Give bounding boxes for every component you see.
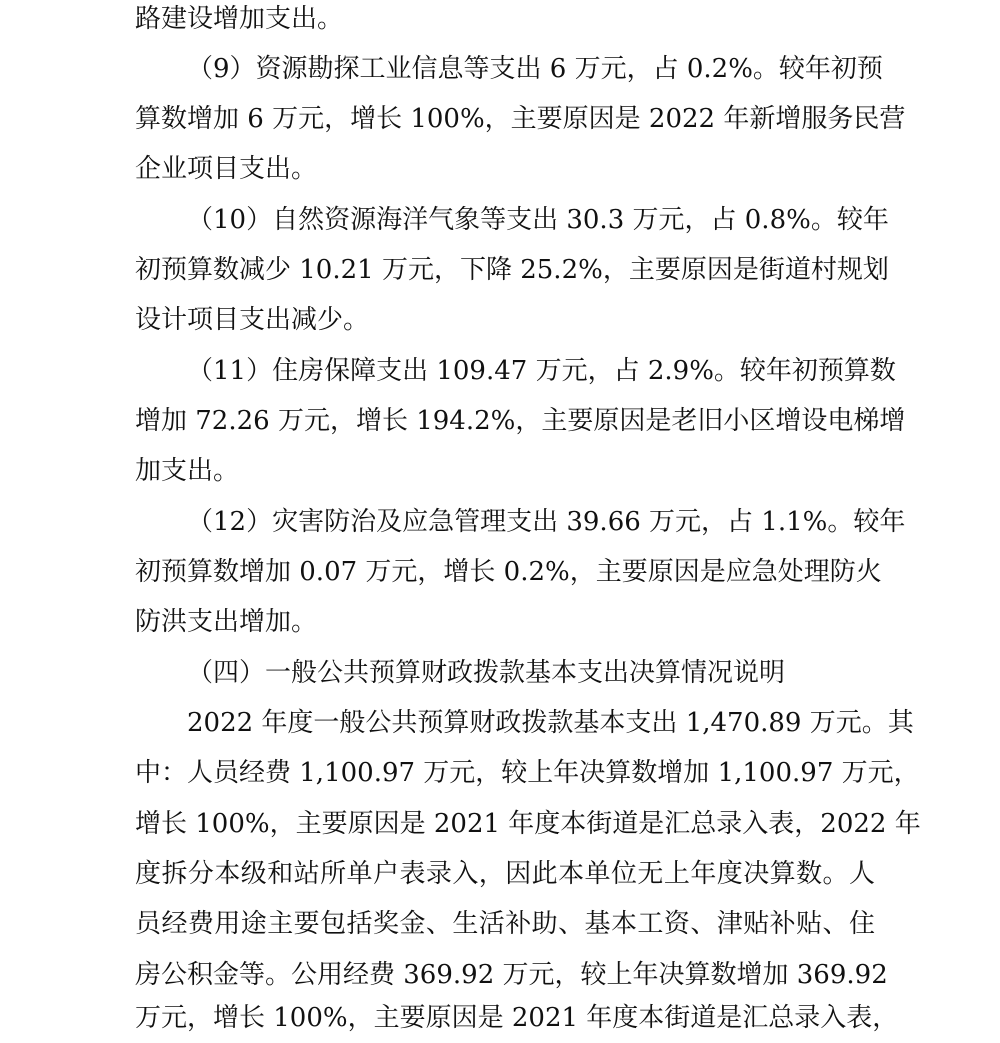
text-line: 初预算数减少 10.21 万元，下降 25.2%，主要原因是街道村规划 [135, 255, 889, 285]
text-line: （10）自然资源海洋气象等支出 30.3 万元，占 0.8%。较年 [187, 205, 889, 235]
text-line: 初预算数增加 0.07 万元，增长 0.2%，主要原因是应急处理防火 [135, 557, 882, 587]
text-line: （12）灾害防治及应急管理支出 39.66 万元，占 1.1%。较年 [187, 507, 906, 537]
text-line: 中：人员经费 1,100.97 万元，较上年决算数增加 1,100.97 万元， [135, 758, 920, 788]
text-line: （9）资源勘探工业信息等支出 6 万元，占 0.2%。较年初预 [187, 54, 883, 84]
text-line: 加支出。 [135, 456, 240, 486]
text-line: 企业项目支出。 [135, 154, 318, 184]
text-line: 防洪支出增加。 [135, 607, 318, 637]
text-line: 房公积金等。公用经费 369.92 万元，较上年决算数增加 369.92 [135, 960, 888, 990]
text-line: 增长 100%，主要原因是 2021 年度本街道是汇总录入表，2022 年 [135, 809, 921, 839]
text-line: 路建设增加支出。 [135, 4, 344, 34]
text-line: 2022 年度一般公共预算财政拨款基本支出 1,470.89 万元。其 [187, 708, 914, 738]
text-line: 增加 72.26 万元，增长 194.2%，主要原因是老旧小区增设电梯增 [135, 406, 906, 436]
text-line: 万元，增长 100%，主要原因是 2021 年度本街道是汇总录入表， [135, 1003, 899, 1033]
text-line: 员经费用途主要包括奖金、生活补助、基本工资、津贴补贴、住 [135, 909, 875, 939]
section-heading: （四）一般公共预算财政拨款基本支出决算情况说明 [187, 658, 786, 688]
text-line: 度拆分本级和站所单户表录入，因此本单位无上年度决算数。人 [135, 859, 875, 889]
text-line: （11）住房保障支出 109.47 万元，占 2.9%。较年初预算数 [187, 356, 896, 386]
text-line: 算数增加 6 万元，增长 100%，主要原因是 2022 年新增服务民营 [135, 104, 906, 134]
text-line: 设计项目支出减少。 [135, 305, 370, 335]
